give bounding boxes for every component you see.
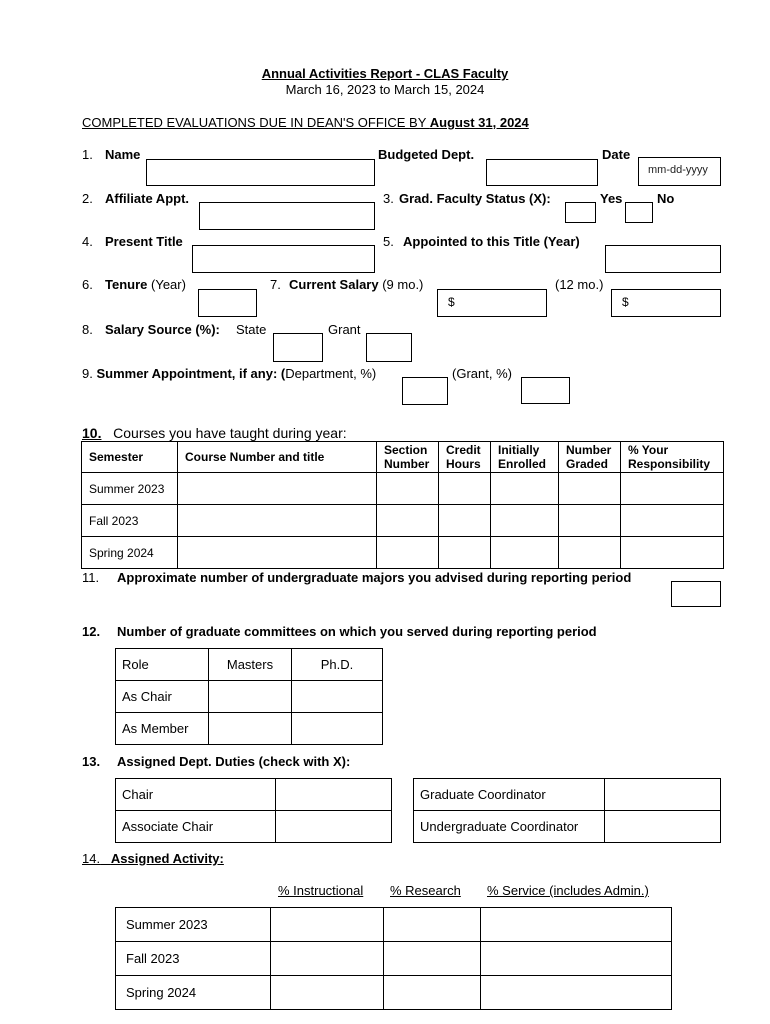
field-8-number: 8. [82,322,93,337]
duty-check-cell[interactable] [276,811,392,843]
section-cell[interactable] [377,505,439,537]
budgeted-dept-label: Budgeted Dept. [378,147,475,162]
committees-number: 12. [82,624,101,639]
duty-check-cell[interactable] [605,779,721,811]
summer-appt-label: 9. Summer Appointment, if any: (Department, %) [82,366,377,381]
tenure-year-input[interactable] [198,289,257,317]
field-7-number: 7. [270,277,281,292]
enrolled-cell[interactable] [491,505,559,537]
advising-count-input[interactable] [671,581,721,607]
graded-cell[interactable] [559,505,621,537]
salary-9mo-input[interactable]: $ [437,289,547,317]
appointed-label: Appointed to this Title (Year) [403,234,580,249]
advising-label: Approximate number of undergraduate majors you advised during reporting period [117,570,632,585]
table-row [82,537,724,569]
date-range: March 16, 2023 to March 15, 2024 [285,82,485,97]
state-percent-input[interactable] [273,333,323,362]
phd-cell[interactable] [292,681,383,713]
due-date: August 31, 2024 [429,115,529,130]
budgeted-dept-input[interactable] [486,159,598,186]
col-course: Course Number and title [178,442,377,473]
masters-cell[interactable] [209,713,292,745]
date-label: Date [602,147,631,162]
masters-cell[interactable] [209,681,292,713]
table-row [116,942,672,976]
field-5-number: 5. [383,234,394,249]
duty-label-cell: Graduate Coordinator [414,779,605,811]
committees-header-row [116,649,383,681]
date-input[interactable]: mm-dd-yyyy [638,157,721,186]
appointed-year-input[interactable] [605,245,721,273]
duty-check-cell[interactable] [605,811,721,843]
duty-label-cell: Chair [116,779,276,811]
courses-table [81,441,724,569]
activity-col-instructional: % Instructional [278,883,364,898]
duties-label: Assigned Dept. Duties (check with X): [117,754,351,769]
semester-cell: Spring 2024 [82,537,178,569]
col-semester: Semester [82,442,178,473]
course-cell[interactable] [178,505,377,537]
credit-cell[interactable] [439,537,491,569]
report-title: Annual Activities Report - CLAS Faculty [261,66,509,81]
instructional-cell[interactable] [271,908,384,942]
responsibility-cell[interactable] [621,537,724,569]
tenure-label: Tenure (Year) [105,277,186,292]
grant-percent-input[interactable] [366,333,412,362]
grad-status-label: Grad. Faculty Status (X): [399,191,551,206]
table-row [82,505,724,537]
summer-dept-input[interactable] [402,377,448,405]
activity-col-research: % Research [390,883,461,898]
current-salary-label: Current Salary (9 mo.) [289,277,424,292]
research-cell[interactable] [384,908,481,942]
field-3-number: 3. [383,191,394,206]
duty-label-cell: Undergraduate Coordinator [414,811,605,843]
table-row [116,713,383,745]
duties-table-right [413,778,721,843]
present-title-label: Present Title [105,234,183,249]
responsibility-cell[interactable] [621,473,724,505]
enrolled-cell[interactable] [491,537,559,569]
duties-table-left [115,778,392,843]
service-cell[interactable] [481,908,672,942]
col-phd: Ph.D. [292,649,383,681]
courses-header-row [82,442,724,473]
table-row [414,779,721,811]
due-notice: COMPLETED EVALUATIONS DUE IN DEAN'S OFFICE BY August 31, 2024 [82,115,529,130]
duty-label-cell: Associate Chair [116,811,276,843]
present-title-input[interactable] [192,245,375,273]
activity-heading: 14. Assigned Activity: [82,851,224,866]
duties-number: 13. [82,754,101,769]
grad-status-no-box[interactable] [625,202,653,223]
role-cell: As Chair [116,681,209,713]
table-row [116,681,383,713]
field-2-number: 2. [82,191,93,206]
course-cell[interactable] [178,537,377,569]
activity-semester-cell: Summer 2023 [116,908,271,942]
salary-12mo-input[interactable]: $ [611,289,721,317]
table-row [82,473,724,505]
credit-cell[interactable] [439,473,491,505]
activity-table [115,907,672,1010]
yes-label: Yes [600,191,623,206]
advising-number: 11. [82,570,100,585]
field-1-number: 1. [82,147,93,162]
affiliate-appt-label: Affiliate Appt. [105,191,190,206]
instructional-cell[interactable] [271,942,384,976]
grant-label: Grant [328,322,361,337]
table-row [116,976,672,1010]
col-masters: Masters [209,649,292,681]
committees-table [115,648,383,745]
activity-col-service: % Service (includes Admin.) [487,883,649,898]
field-4-number: 4. [82,234,93,249]
research-cell[interactable] [384,976,481,1010]
semester-cell: Fall 2023 [82,505,178,537]
name-label: Name [105,147,141,162]
activity-semester-cell: Fall 2023 [116,942,271,976]
name-input[interactable] [146,159,375,186]
table-row [116,908,672,942]
summer-grant-input[interactable] [521,377,570,404]
col-graded: Number Graded [559,442,621,473]
graded-cell[interactable] [559,473,621,505]
section-cell[interactable] [377,473,439,505]
courses-heading: 10. Courses you have taught during year: [82,425,347,441]
table-row [116,811,392,843]
course-cell[interactable] [178,473,377,505]
duty-check-cell[interactable] [276,779,392,811]
col-role: Role [116,649,209,681]
committees-label: Number of graduate committees on which you served during reporting period [117,624,597,639]
activity-semester-cell: Spring 2024 [116,976,271,1010]
summer-grant-label: (Grant, %) [452,366,512,381]
research-cell[interactable] [384,942,481,976]
no-label: No [657,191,675,206]
col-enrolled: Initially Enrolled [491,442,559,473]
enrolled-cell[interactable] [491,473,559,505]
col-section: Section Number [377,442,439,473]
service-cell[interactable] [481,976,672,1010]
field-6-number: 6. [82,277,93,292]
col-credit: Credit Hours [439,442,491,473]
table-row [414,811,721,843]
phd-cell[interactable] [292,713,383,745]
salary-12mo-label: (12 mo.) [555,277,604,292]
col-responsibility: % Your Responsibility [621,442,724,473]
semester-cell: Summer 2023 [82,473,178,505]
salary-source-label: Salary Source (%): [105,322,220,337]
credit-cell[interactable] [439,505,491,537]
graded-cell[interactable] [559,537,621,569]
state-label: State [236,322,267,337]
role-cell: As Member [116,713,209,745]
grad-status-yes-box[interactable] [565,202,596,223]
table-row [116,779,392,811]
section-cell[interactable] [377,537,439,569]
instructional-cell[interactable] [271,976,384,1010]
service-cell[interactable] [481,942,672,976]
affiliate-appt-input[interactable] [199,202,375,230]
responsibility-cell[interactable] [621,505,724,537]
